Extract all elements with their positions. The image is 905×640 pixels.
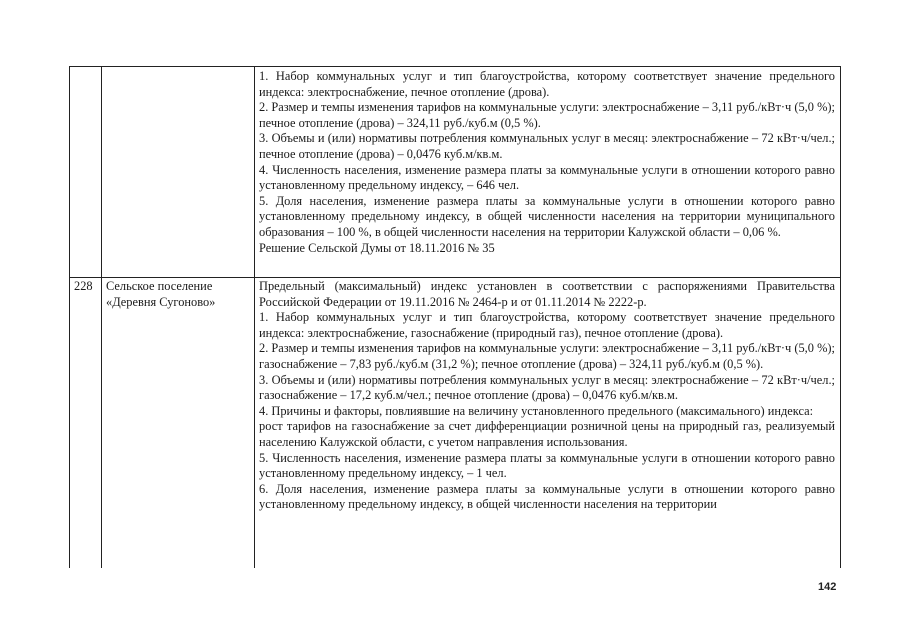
row-228-paragraph-1: 1. Набор коммунальных услуг и тип благоустройства, которому соответствует значение предельного индекса: электроснабжение, газоснабжение (природный газ), печное отопление (дрова).: [259, 310, 835, 340]
page-number: 142: [818, 581, 837, 593]
row-228-paragraph-4: 4. Причины и факторы, повлиявшие на величину установленного предельного (максимального) индекса:: [259, 403, 814, 418]
row-divider: [69, 277, 841, 278]
table-border-left: [69, 66, 70, 568]
table-border-top: [69, 66, 841, 67]
top-row-paragraph-2: 2. Размер и темпы изменения тарифов на коммунальные услуги: электроснабжение – 3,11 руб./кВт·ч (5,0 %); печное отопление (дрова) – 324,11 руб./куб.м (0,5 %).: [259, 100, 835, 130]
column-divider-1: [101, 66, 102, 568]
row-228-paragraph-2: 2. Размер и темпы изменения тарифов на коммунальные услуги: электроснабжение – 3,11 руб./кВт·ч (5,0 %); газоснабжение – 7,83 руб./куб.м (31,2 %); печное отопление (дрова) – 324,11 руб./куб.м (0,5 %).: [259, 341, 835, 371]
decision-reference: Решение Сельской Думы от 18.11.2016 № 35: [259, 240, 495, 255]
top-row-paragraph-1: 1. Набор коммунальных услуг и тип благоустройства, которому соответствует значение предельного индекса: электроснабжение, печное отопление (дрова).: [259, 69, 835, 99]
row-number: 228: [74, 279, 93, 293]
row-228-paragraph-3: 3. Объемы и (или) нормативы потребления коммунальных услуг в месяц: электроснабжение – 72 кВт·ч/чел.; газоснабжение – 17,2 куб.м/чел.; печное отопление (дрова) – 0,0476 куб.м/кв.м.: [259, 372, 835, 403]
table-border-right: [840, 66, 841, 568]
row-228-intro: Предельный (максимальный) индекс установлен в соответствии с распоряжениями Правительства Российской Федерации от 19.11.2016 № 2464-р и от 01.11.2014 № 2222-р.: [259, 279, 835, 309]
top-row-content: [259, 69, 835, 277]
top-row-paragraph-3: 3. Объемы и (или) нормативы потребления коммунальных услуг в месяц: электроснабжение – 72 кВт·ч/чел.; печное отопление (дрова) – 0,0476 куб.м/кв.м.: [259, 131, 835, 161]
row-228-paragraph-6: 6. Доля населения, изменение размера платы за коммунальные услуги в отношении которого равно установленному предельному индексу, в общей численности населения на территории: [259, 481, 835, 512]
top-row-paragraph-4: 4. Численность населения, изменение размера платы за коммунальные услуги в отношении которого равно установленному предельному индексу, – 646 чел.: [259, 162, 835, 193]
row-228-paragraph-5: 5. Численность населения, изменение размера платы за коммунальные услуги в отношении которого равно установленному предельному индексу, – 1 чел.: [259, 450, 835, 481]
top-row-paragraph-5: 5. Доля населения, изменение размера платы за коммунальные услуги в отношении которого равно установленному предельному индексу, в общей численности населения на территории муниципального образования – 100 %, в общей численности населения на территории Калужской области – 0,06 %.: [259, 193, 835, 239]
row-228-content: [259, 279, 835, 568]
settlement-name: Сельское поселение «Деревня Сугоново»: [106, 279, 216, 309]
column-divider-2: [254, 66, 255, 568]
row-228-reason: рост тарифов на газоснабжение за счет дифференциации розничной цены на природный газ, реализуемый населению Калужской области, с учетом направления использования.: [259, 419, 835, 449]
